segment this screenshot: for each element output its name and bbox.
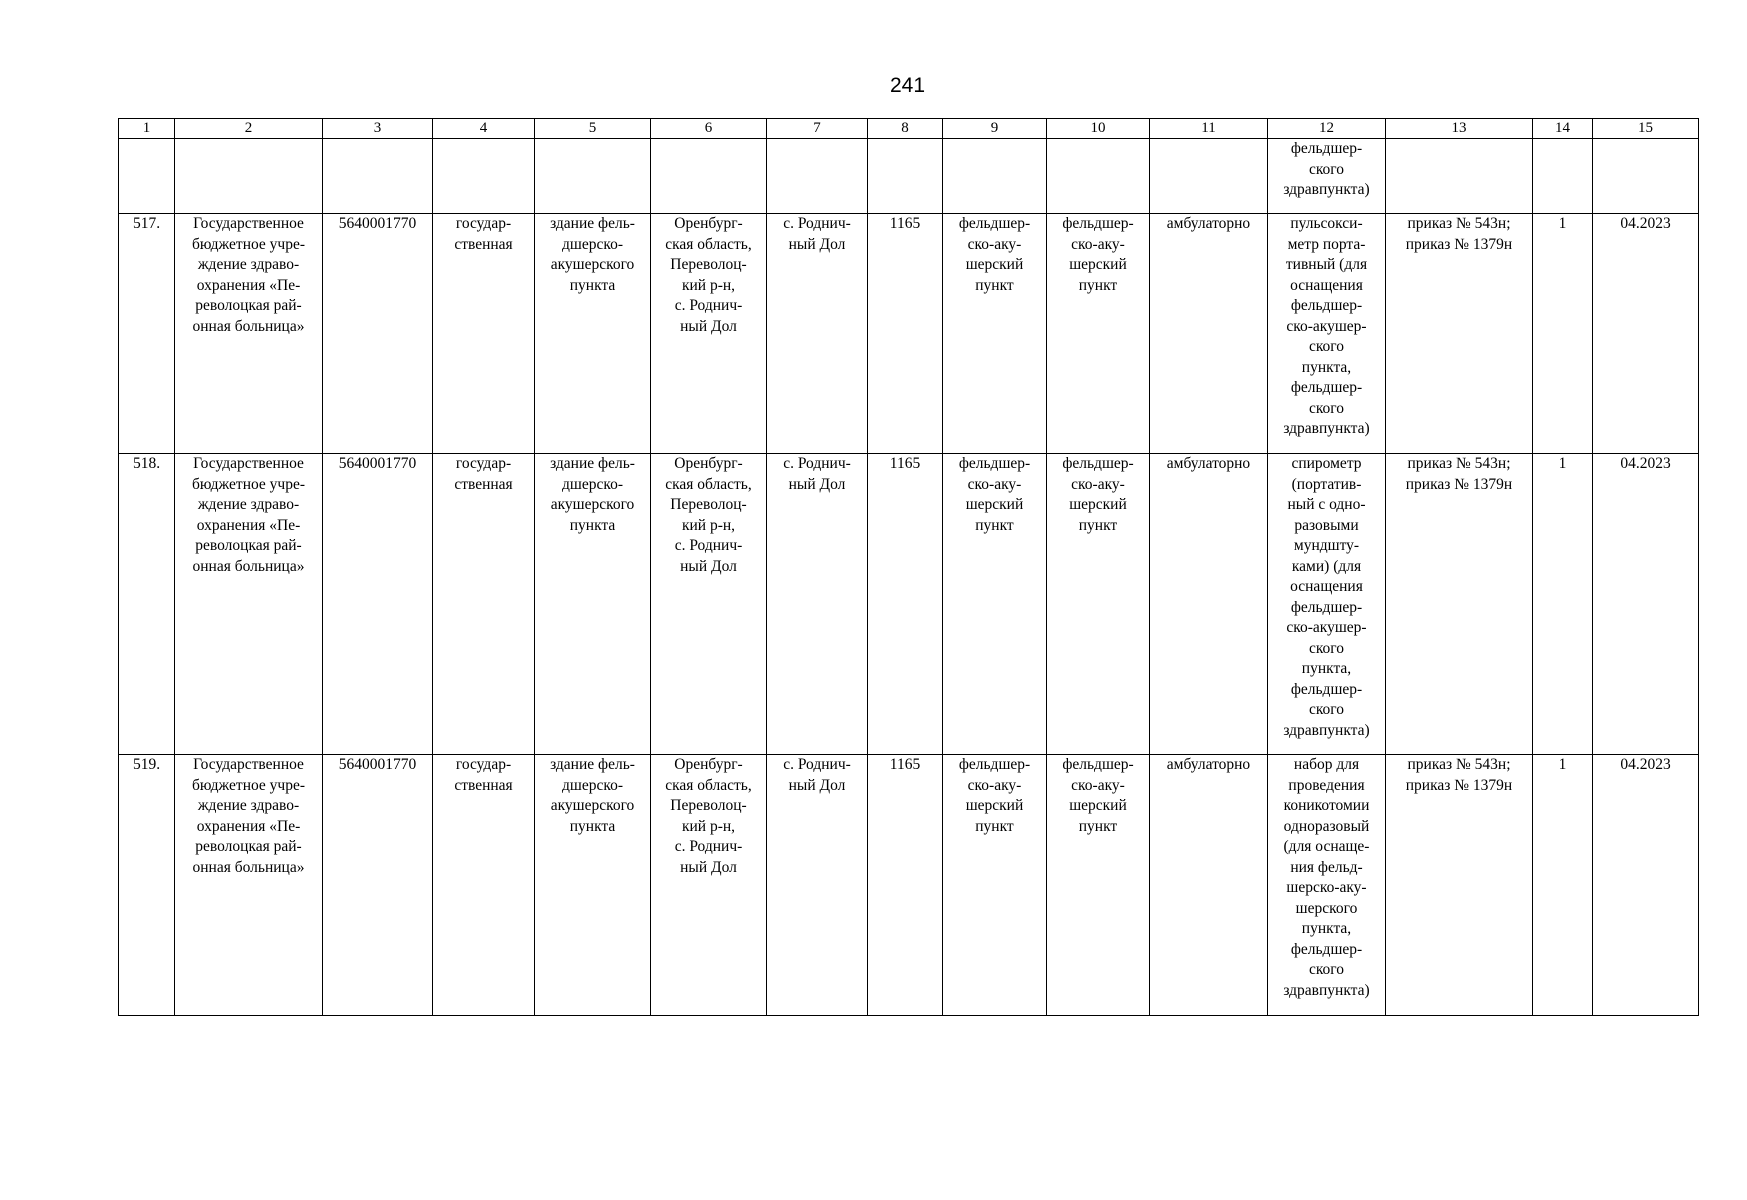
column-header: 6 — [651, 119, 767, 139]
equipment-cell: фельдшер- ского здравпункта) — [1268, 139, 1386, 214]
orders-cell: приказ № 543н; приказ № 1379н — [1386, 454, 1533, 755]
page-number: 241 — [889, 74, 926, 97]
quantity-cell: 1 — [1533, 214, 1593, 454]
table-cell — [1593, 139, 1699, 214]
orders-cell: приказ № 543н; приказ № 1379н — [1386, 755, 1533, 1016]
table-cell — [1386, 139, 1533, 214]
column-header: 10 — [1047, 119, 1150, 139]
locality-cell: с. Роднич- ный Дол — [767, 454, 868, 755]
column-header: 3 — [323, 119, 433, 139]
locality-cell: с. Роднич- ный Дол — [767, 755, 868, 1016]
population-cell: 1165 — [868, 214, 943, 454]
table-cell — [323, 139, 433, 214]
row-number: 519. — [119, 755, 175, 1016]
unit-type-2-cell: фельдшер- ско-аку- шерский пункт — [1047, 214, 1150, 454]
address-cell: Оренбург- ская область, Переволоц- кий р-н, с. Роднич- ный Дол — [651, 755, 767, 1016]
unit-type-2-cell: фельдшер- ско-аку- шерский пункт — [1047, 755, 1150, 1016]
building-cell: здание фель- дшерско- акушерского пункта — [535, 214, 651, 454]
locality-cell: с. Роднич- ный Дол — [767, 214, 868, 454]
table-cell — [943, 139, 1047, 214]
ownership-cell: государ- ственная — [433, 214, 535, 454]
building-cell: здание фель- дшерско- акушерского пункта — [535, 755, 651, 1016]
table-cell — [868, 139, 943, 214]
care-form-cell: амбулаторно — [1150, 454, 1268, 755]
unit-type-cell: фельдшер- ско-аку- шерский пункт — [943, 454, 1047, 755]
table-row — [119, 214, 1699, 454]
column-header: 9 — [943, 119, 1047, 139]
organization-cell: Государственное бюджетное учре- ждение здраво- охранения «Пе- револоцкая рай- онная больница» — [175, 454, 323, 755]
unit-type-2-cell: фельдшер- ско-аку- шерский пункт — [1047, 454, 1150, 755]
table-row — [119, 454, 1699, 755]
ownership-cell: государ- ственная — [433, 755, 535, 1016]
ownership-cell: государ- ственная — [433, 454, 535, 755]
registry-table — [118, 118, 1699, 1016]
table-cell — [1047, 139, 1150, 214]
building-cell: здание фель- дшерско- акушерского пункта — [535, 454, 651, 755]
inn-cell: 5640001770 — [323, 214, 433, 454]
table-cell — [433, 139, 535, 214]
address-cell: Оренбург- ская область, Переволоц- кий р-н, с. Роднич- ный Дол — [651, 454, 767, 755]
column-header: 8 — [868, 119, 943, 139]
column-header: 1 — [119, 119, 175, 139]
column-header: 5 — [535, 119, 651, 139]
column-header: 7 — [767, 119, 868, 139]
column-header: 4 — [433, 119, 535, 139]
equipment-cell: набор для проведения коникотомии одноразовый (для оснаще- ния фельд- шерско-аку- шерского пункта, фельдшер- ского здравпункта) — [1268, 755, 1386, 1016]
quantity-cell: 1 — [1533, 454, 1593, 755]
date-cell: 04.2023 — [1593, 454, 1699, 755]
column-header: 14 — [1533, 119, 1593, 139]
quantity-cell: 1 — [1533, 755, 1593, 1016]
table-cell — [651, 139, 767, 214]
column-header: 2 — [175, 119, 323, 139]
date-cell: 04.2023 — [1593, 214, 1699, 454]
unit-type-cell: фельдшер- ско-аку- шерский пункт — [943, 755, 1047, 1016]
inn-cell: 5640001770 — [323, 454, 433, 755]
organization-cell: Государственное бюджетное учре- ждение здраво- охранения «Пе- револоцкая рай- онная больница» — [175, 214, 323, 454]
table-cell — [119, 139, 175, 214]
table-cell — [535, 139, 651, 214]
continuation-row — [119, 139, 1699, 214]
organization-cell: Государственное бюджетное учре- ждение здраво- охранения «Пе- револоцкая рай- онная больница» — [175, 755, 323, 1016]
care-form-cell: амбулаторно — [1150, 755, 1268, 1016]
table-row — [119, 755, 1699, 1016]
column-number-row — [119, 119, 1699, 139]
table-cell — [1533, 139, 1593, 214]
population-cell: 1165 — [868, 454, 943, 755]
table-cell — [175, 139, 323, 214]
column-header: 11 — [1150, 119, 1268, 139]
column-header: 13 — [1386, 119, 1533, 139]
column-header: 15 — [1593, 119, 1699, 139]
date-cell: 04.2023 — [1593, 755, 1699, 1016]
equipment-cell: пульсокси- метр порта- тивный (для оснащения фельдшер- ско-акушер- ского пункта, фельдшер- ского здравпункта) — [1268, 214, 1386, 454]
address-cell: Оренбург- ская область, Переволоц- кий р-н, с. Роднич- ный Дол — [651, 214, 767, 454]
inn-cell: 5640001770 — [323, 755, 433, 1016]
unit-type-cell: фельдшер- ско-аку- шерский пункт — [943, 214, 1047, 454]
orders-cell: приказ № 543н; приказ № 1379н — [1386, 214, 1533, 454]
row-number: 517. — [119, 214, 175, 454]
column-header: 12 — [1268, 119, 1386, 139]
care-form-cell: амбулаторно — [1150, 214, 1268, 454]
equipment-cell: спирометр (портатив- ный с одно- разовыми мундшту- ками) (для оснащения фельдшер- ско-акушер- ского пункта, фельдшер- ского здравпункта) — [1268, 454, 1386, 755]
table-cell — [767, 139, 868, 214]
population-cell: 1165 — [868, 755, 943, 1016]
row-number: 518. — [119, 454, 175, 755]
table-cell — [1150, 139, 1268, 214]
